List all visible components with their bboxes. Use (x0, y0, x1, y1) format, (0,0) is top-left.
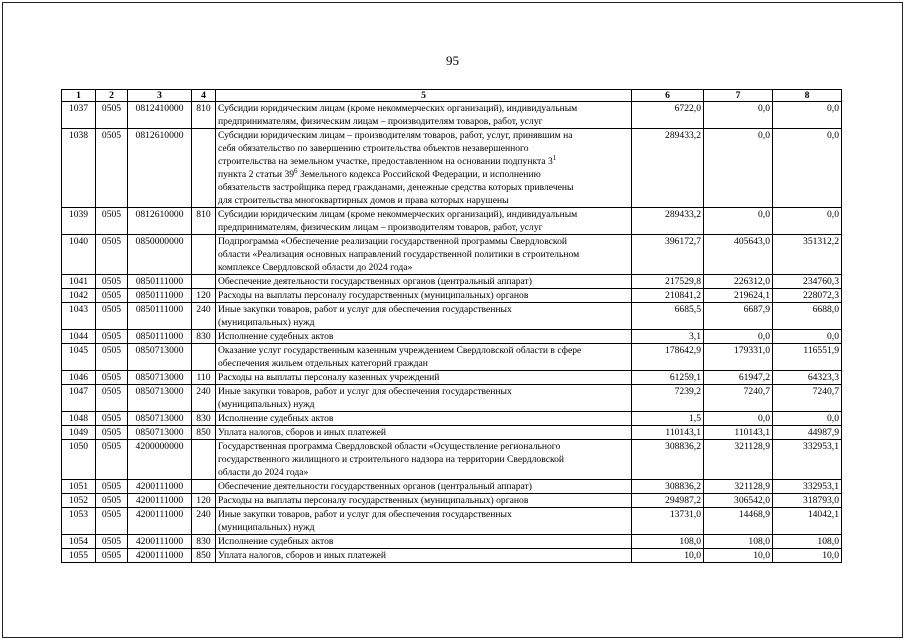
row-number-cell: 1042 (62, 289, 96, 303)
column-header: 7 (704, 90, 773, 102)
section-code-cell: 0505 (96, 494, 128, 508)
expense-type-cell (192, 129, 216, 208)
description-line: Обеспечение деятельности государственных органов (центральный аппарат) (218, 276, 532, 287)
description-line: себя обязательство по завершению строительства объектов незавершенного (218, 143, 529, 154)
description-line: Земельного кодекса Российской Федерации, и исполнению (299, 169, 541, 180)
section-code-cell: 0505 (96, 412, 128, 426)
amount-col6-cell: 289433,2 (632, 129, 704, 208)
footnote-superscript: 6 (294, 166, 298, 175)
description-cell (216, 480, 632, 494)
amount-col7-cell: 0,0 (704, 208, 773, 235)
description-line: Субсидии юридическим лицам (кроме некоммерческих организаций), индивидуальным (218, 209, 578, 220)
table-row (62, 508, 842, 535)
section-code-cell: 0505 (96, 275, 128, 289)
description-line: пункта 2 статьи 39 (218, 169, 295, 180)
amount-col6-cell: 13731,0 (632, 508, 704, 535)
description-cell (216, 330, 632, 344)
amount-col8-cell: 6688,0 (773, 303, 842, 330)
amount-col7-cell: 6687,9 (704, 303, 773, 330)
expense-type-cell: 810 (192, 208, 216, 235)
target-article-cell: 4200111000 (128, 535, 192, 549)
amount-col8-cell: 44987,9 (773, 426, 842, 440)
description-line: Расходы на выплаты персоналу казенных учреждений (218, 372, 440, 383)
expense-type-cell: 850 (192, 426, 216, 440)
row-number-cell: 1037 (62, 102, 96, 129)
amount-col8-cell: 7240,7 (773, 385, 842, 412)
section-code-cell: 0505 (96, 330, 128, 344)
row-number-cell: 1047 (62, 385, 96, 412)
budget-table (61, 89, 842, 563)
amount-col6-cell: 308836,2 (632, 440, 704, 480)
description-line: Субсидии юридическим лицам – производителям товаров, работ, услуг, принявшим на (218, 130, 573, 141)
amount-col7-cell: 219624,1 (704, 289, 773, 303)
table-row (62, 494, 842, 508)
description-cell (216, 426, 632, 440)
target-article-cell: 0850713000 (128, 344, 192, 371)
description-cell (216, 303, 632, 330)
expense-type-cell (192, 480, 216, 494)
description-cell (216, 508, 632, 535)
target-article-cell: 0812610000 (128, 208, 192, 235)
amount-col7-cell: 0,0 (704, 412, 773, 426)
description-cell (216, 208, 632, 235)
description-line: Исполнение судебных актов (218, 536, 334, 547)
section-code-cell: 0505 (96, 102, 128, 129)
description-cell (216, 129, 632, 208)
row-number-cell: 1048 (62, 412, 96, 426)
expense-type-cell: 120 (192, 289, 216, 303)
description-line: Оказание услуг государственным казенным учреждением Свердловской области в сфере (218, 345, 582, 356)
amount-col8-cell: 108,0 (773, 535, 842, 549)
description-cell (216, 102, 632, 129)
amount-col8-cell: 10,0 (773, 549, 842, 563)
expense-type-cell: 830 (192, 412, 216, 426)
amount-col6-cell: 7239,2 (632, 385, 704, 412)
description-line: области до 2024 года» (218, 467, 309, 478)
expense-type-cell: 240 (192, 385, 216, 412)
description-cell (216, 275, 632, 289)
amount-col6-cell: 289433,2 (632, 208, 704, 235)
description-cell (216, 385, 632, 412)
amount-col8-cell: 0,0 (773, 330, 842, 344)
table-row (62, 275, 842, 289)
description-line: (муниципальных) нужд (218, 522, 315, 533)
description-cell (216, 535, 632, 549)
amount-col7-cell: 0,0 (704, 102, 773, 129)
row-number-cell: 1052 (62, 494, 96, 508)
amount-col8-cell: 0,0 (773, 129, 842, 208)
row-number-cell: 1044 (62, 330, 96, 344)
description-line: (муниципальных) нужд (218, 399, 315, 410)
expense-type-cell (192, 235, 216, 275)
amount-col7-cell: 226312,0 (704, 275, 773, 289)
column-header: 3 (128, 90, 192, 102)
description-cell (216, 371, 632, 385)
description-line: Субсидии юридическим лицам (кроме некоммерческих организаций), индивидуальным (218, 103, 578, 114)
target-article-cell: 4200111000 (128, 549, 192, 563)
amount-col6-cell: 217529,8 (632, 275, 704, 289)
section-code-cell: 0505 (96, 549, 128, 563)
expense-type-cell (192, 344, 216, 371)
description-line: строительства на земельном участке, предоставленном на основании подпункта 3 (218, 156, 553, 167)
section-code-cell: 0505 (96, 535, 128, 549)
amount-col7-cell: 61947,2 (704, 371, 773, 385)
description-line: государственного жилищного и строительного надзора на территории Свердловской (218, 454, 565, 465)
target-article-cell: 4200000000 (128, 440, 192, 480)
table-row (62, 480, 842, 494)
table-row (62, 344, 842, 371)
description-cell (216, 235, 632, 275)
table-row (62, 412, 842, 426)
amount-col8-cell: 14042,1 (773, 508, 842, 535)
section-code-cell: 0505 (96, 385, 128, 412)
amount-col6-cell: 178642,9 (632, 344, 704, 371)
column-header: 2 (96, 90, 128, 102)
target-article-cell: 0812410000 (128, 102, 192, 129)
description-line: (муниципальных) нужд (218, 317, 315, 328)
row-number-cell: 1040 (62, 235, 96, 275)
amount-col7-cell: 179331,0 (704, 344, 773, 371)
column-header: 5 (216, 90, 632, 102)
amount-col7-cell: 0,0 (704, 129, 773, 208)
amount-col8-cell: 234760,3 (773, 275, 842, 289)
section-code-cell: 0505 (96, 129, 128, 208)
target-article-cell: 4200111000 (128, 480, 192, 494)
table-row (62, 235, 842, 275)
expense-type-cell: 850 (192, 549, 216, 563)
description-line: предпринимателям, физическим лицам – производителям товаров, работ, услуг (218, 222, 543, 233)
description-cell (216, 494, 632, 508)
description-cell (216, 289, 632, 303)
description-line: Обеспечение деятельности государственных органов (центральный аппарат) (218, 481, 532, 492)
section-code-cell: 0505 (96, 289, 128, 303)
expense-type-cell: 240 (192, 303, 216, 330)
table-row (62, 303, 842, 330)
description-line: Иные закупки товаров, работ и услуг для обеспечения государственных (218, 509, 512, 520)
amount-col6-cell: 396172,7 (632, 235, 704, 275)
description-line: Подпрограмма «Обеспечение реализации государственной программы Свердловской (218, 236, 568, 247)
row-number-cell: 1055 (62, 549, 96, 563)
table-row (62, 440, 842, 480)
table-row (62, 129, 842, 208)
amount-col7-cell: 306542,0 (704, 494, 773, 508)
description-line: обязательств застройщика перед гражданами, денежные средства которых привлечены (218, 182, 574, 193)
amount-col7-cell: 321128,9 (704, 440, 773, 480)
table-row (62, 371, 842, 385)
expense-type-cell: 830 (192, 535, 216, 549)
row-number-cell: 1053 (62, 508, 96, 535)
table-row (62, 289, 842, 303)
section-code-cell: 0505 (96, 426, 128, 440)
amount-col6-cell: 110143,1 (632, 426, 704, 440)
table-row (62, 385, 842, 412)
expense-type-cell: 120 (192, 494, 216, 508)
target-article-cell: 4200111000 (128, 494, 192, 508)
description-line: Исполнение судебных актов (218, 413, 334, 424)
target-article-cell: 0850111000 (128, 303, 192, 330)
description-line: комплексе Свердловской области до 2024 года» (218, 262, 413, 273)
column-header: 8 (773, 90, 842, 102)
row-number-cell: 1038 (62, 129, 96, 208)
amount-col7-cell: 405643,0 (704, 235, 773, 275)
amount-col7-cell: 321128,9 (704, 480, 773, 494)
description-line: Иные закупки товаров, работ и услуг для обеспечения государственных (218, 304, 512, 315)
column-header: 1 (62, 90, 96, 102)
row-number-cell: 1039 (62, 208, 96, 235)
amount-col8-cell: 351312,2 (773, 235, 842, 275)
expense-type-cell: 110 (192, 371, 216, 385)
amount-col8-cell: 228072,3 (773, 289, 842, 303)
description-line: предпринимателям, физическим лицам – производителям товаров, работ, услуг (218, 116, 543, 127)
target-article-cell: 4200111000 (128, 508, 192, 535)
expense-type-cell (192, 275, 216, 289)
row-number-cell: 1054 (62, 535, 96, 549)
amount-col7-cell: 14468,9 (704, 508, 773, 535)
amount-col8-cell: 116551,9 (773, 344, 842, 371)
description-line: Исполнение судебных актов (218, 331, 334, 342)
row-number-cell: 1049 (62, 426, 96, 440)
table-row (62, 549, 842, 563)
description-line: Иные закупки товаров, работ и услуг для обеспечения государственных (218, 386, 512, 397)
amount-col6-cell: 61259,1 (632, 371, 704, 385)
description-line: Государственная программа Свердловской области «Осуществление регионального (218, 441, 561, 452)
target-article-cell: 0850111000 (128, 330, 192, 344)
table-row (62, 330, 842, 344)
section-code-cell: 0505 (96, 303, 128, 330)
row-number-cell: 1043 (62, 303, 96, 330)
amount-col6-cell: 1,5 (632, 412, 704, 426)
footnote-superscript: 1 (552, 153, 557, 162)
expense-type-cell: 240 (192, 508, 216, 535)
amount-col6-cell: 210841,2 (632, 289, 704, 303)
row-number-cell: 1041 (62, 275, 96, 289)
description-line: обеспечения жильем отдельных категорий граждан (218, 358, 428, 369)
amount-col8-cell: 0,0 (773, 208, 842, 235)
section-code-cell: 0505 (96, 508, 128, 535)
amount-col8-cell: 0,0 (773, 102, 842, 129)
section-code-cell: 0505 (96, 344, 128, 371)
target-article-cell: 0850111000 (128, 289, 192, 303)
amount-col8-cell: 64323,3 (773, 371, 842, 385)
target-article-cell: 0812610000 (128, 129, 192, 208)
amount-col6-cell: 294987,2 (632, 494, 704, 508)
amount-col6-cell: 10,0 (632, 549, 704, 563)
amount-col7-cell: 7240,7 (704, 385, 773, 412)
amount-col6-cell: 108,0 (632, 535, 704, 549)
description-cell (216, 440, 632, 480)
description-cell (216, 549, 632, 563)
row-number-cell: 1046 (62, 371, 96, 385)
row-number-cell: 1050 (62, 440, 96, 480)
section-code-cell: 0505 (96, 440, 128, 480)
table-row (62, 102, 842, 129)
amount-col7-cell: 10,0 (704, 549, 773, 563)
column-header: 4 (192, 90, 216, 102)
section-code-cell: 0505 (96, 208, 128, 235)
row-number-cell: 1045 (62, 344, 96, 371)
page-number: 95 (446, 53, 459, 68)
amount-col8-cell: 332953,1 (773, 440, 842, 480)
amount-col7-cell: 0,0 (704, 330, 773, 344)
target-article-cell: 0850713000 (128, 385, 192, 412)
description-line: Уплата налогов, сборов и иных платежей (218, 427, 387, 438)
amount-col6-cell: 6722,0 (632, 102, 704, 129)
amount-col8-cell: 0,0 (773, 412, 842, 426)
description-line: для строительства многоквартирных домов и права которых нарушены (218, 195, 509, 206)
column-header: 6 (632, 90, 704, 102)
target-article-cell: 0850713000 (128, 371, 192, 385)
amount-col6-cell: 3,1 (632, 330, 704, 344)
target-article-cell: 0850713000 (128, 426, 192, 440)
expense-type-cell: 830 (192, 330, 216, 344)
amount-col6-cell: 6685,5 (632, 303, 704, 330)
expense-type-cell: 810 (192, 102, 216, 129)
row-number-cell: 1051 (62, 480, 96, 494)
amount-col6-cell: 308836,2 (632, 480, 704, 494)
amount-col8-cell: 318793,0 (773, 494, 842, 508)
description-line: Уплата налогов, сборов и иных платежей (218, 550, 387, 561)
target-article-cell: 0850111000 (128, 275, 192, 289)
description-line: Расходы на выплаты персоналу государственных (муниципальных) органов (218, 495, 529, 506)
table-row (62, 426, 842, 440)
target-article-cell: 0850000000 (128, 235, 192, 275)
amount-col7-cell: 108,0 (704, 535, 773, 549)
expense-type-cell (192, 440, 216, 480)
description-line: Расходы на выплаты персоналу государственных (муниципальных) органов (218, 290, 529, 301)
section-code-cell: 0505 (96, 235, 128, 275)
section-code-cell: 0505 (96, 480, 128, 494)
amount-col8-cell: 332953,1 (773, 480, 842, 494)
description-cell (216, 412, 632, 426)
description-line: области «Реализация основных направлений государственной политики в строительном (218, 249, 580, 260)
table-row (62, 535, 842, 549)
table-row (62, 208, 842, 235)
amount-col7-cell: 110143,1 (704, 426, 773, 440)
section-code-cell: 0505 (96, 371, 128, 385)
description-cell (216, 344, 632, 371)
header-row (62, 90, 842, 102)
target-article-cell: 0850713000 (128, 412, 192, 426)
